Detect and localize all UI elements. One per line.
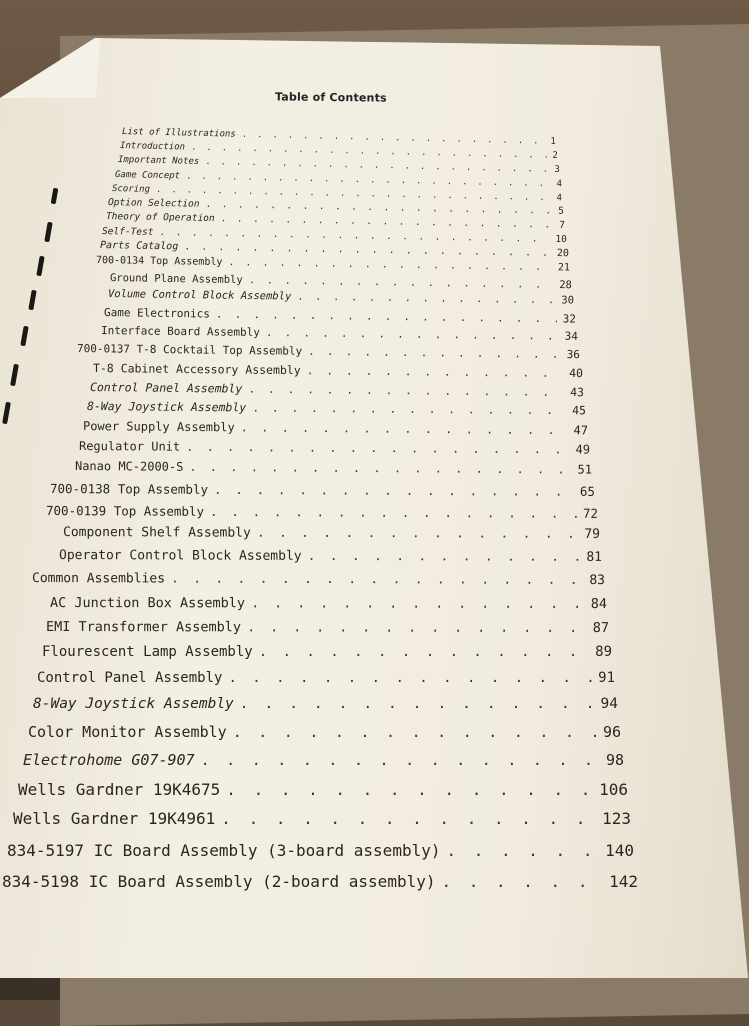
toc-entry [63, 525, 600, 542]
toc-entry [59, 548, 602, 565]
entry-page-number: 106 [599, 780, 628, 799]
entry-page-number: 1 [550, 136, 557, 147]
entry-label: 834-5198 IC Board Assembly (2-board assembly) [2, 872, 436, 891]
toc-entry [2, 872, 638, 891]
toc-entry [50, 481, 595, 499]
toc-entry [7, 841, 634, 860]
entry-label: Power Supply Assembly [82, 419, 235, 435]
toc-entry [28, 723, 621, 741]
leader-dots [214, 482, 574, 499]
entry-label: AC Junction Box Assembly [49, 595, 246, 612]
entry-label: Interface Board Assembly [100, 324, 261, 339]
entry-label: List of Illustrations [121, 127, 236, 140]
leader-dots [257, 526, 579, 542]
entry-label: Regulator Unit [78, 439, 181, 454]
toc-entry [33, 696, 618, 712]
entry-label: Operator Control Block Assembly [58, 548, 302, 564]
leader-dots [446, 841, 599, 860]
entry-page-number: 30 [561, 294, 575, 307]
leader-dots [308, 549, 581, 565]
entry-page-number: 79 [584, 526, 601, 542]
entry-label: 700-0138 Top Assembly [49, 481, 209, 497]
entry-label: Nanao MC-2000-S [74, 459, 184, 474]
entry-label: Ground Plane Assembly [109, 272, 243, 287]
entry-label: Introduction [119, 141, 186, 153]
entry-label: EMI Transformer Assembly [45, 619, 242, 636]
entry-page-number: 10 [555, 233, 568, 246]
leader-dots [189, 460, 571, 477]
entry-page-number: 87 [592, 619, 610, 636]
entry-label: 700-0137 T-8 Cocktail Top Assembly [76, 342, 303, 358]
entry-label: Volume Control Block Assembly [107, 288, 292, 303]
leader-dots [228, 670, 592, 686]
entry-label: T-8 Cabinet Accessory Assembly [92, 361, 301, 378]
entry-label: 700-0139 Top Assembly [45, 503, 205, 519]
entry-page-number: 32 [562, 312, 577, 326]
entry-page-number: 51 [577, 462, 593, 477]
leader-dots [201, 751, 600, 769]
entry-label: Color Monitor Assembly [28, 723, 227, 741]
leader-dots [171, 571, 583, 587]
entry-label: 834-5197 IC Board Assembly (3-board assembly) [7, 841, 441, 860]
leader-dots [241, 420, 568, 437]
entry-page-number: 45 [572, 403, 587, 418]
entry-page-number: 96 [602, 723, 621, 741]
leader-dots [251, 595, 585, 612]
entry-page-number: 140 [605, 841, 634, 860]
leader-dots [247, 619, 587, 636]
leader-dots [441, 872, 603, 891]
toc-entry [37, 670, 615, 686]
entry-page-number: 72 [582, 505, 599, 521]
entry-page-number: 123 [602, 809, 631, 828]
leader-dots [240, 696, 595, 712]
entry-page-number: 142 [609, 872, 638, 891]
entry-page-number: 20 [556, 247, 570, 260]
entry-label: Control Panel Assembly [89, 380, 243, 396]
leader-dots [221, 809, 596, 828]
entry-label: Flourescent Lamp Assembly [42, 644, 253, 660]
entry-page-number: 49 [575, 442, 591, 457]
entry-page-number: 21 [557, 262, 571, 274]
entry-label: Scoring [111, 184, 151, 195]
entry-label: 8-Way Joystick Assembly [33, 696, 234, 712]
toc-entry [23, 751, 624, 769]
entry-label: Game Concept [114, 170, 181, 182]
leader-dots [252, 400, 566, 417]
entry-page-number: 4 [556, 179, 563, 190]
entry-label: Control Panel Assembly [37, 670, 223, 686]
entry-label: Component Shelf Assembly [62, 525, 251, 541]
entry-label: Self-Test [101, 226, 154, 238]
entry-page-number: 2 [552, 150, 559, 161]
entry-page-number: 40 [569, 365, 584, 381]
entry-label: Important Notes [117, 155, 200, 167]
entry-page-number: 43 [570, 385, 585, 400]
entry-label: 8-Way Joystick Assembly [86, 399, 247, 415]
entry-label: Option Selection [107, 197, 200, 210]
entry-page-number: 7 [559, 219, 566, 231]
toc-entry [46, 503, 598, 521]
entry-page-number: 4 [556, 193, 563, 204]
entry-page-number: 47 [573, 423, 589, 438]
entry-label: Game Electronics [103, 306, 211, 321]
entry-label: Common Assemblies [31, 571, 166, 587]
leader-dots [259, 644, 589, 660]
leader-dots [233, 723, 597, 741]
entry-label: Parts Catalog [99, 240, 179, 253]
entry-page-number: 94 [600, 696, 618, 712]
entry-label: Theory of Operation [105, 211, 215, 225]
entry-label: Wells Gardner 19K4675 [18, 780, 221, 799]
toc-entry [18, 780, 628, 799]
entry-page-number: 36 [566, 347, 581, 362]
toc-entry [13, 809, 631, 828]
entry-page-number: 81 [586, 549, 603, 565]
entry-page-number: 28 [559, 279, 573, 292]
leader-dots [210, 504, 577, 521]
toc-entry [42, 644, 612, 660]
entry-page-number: 84 [590, 595, 608, 612]
page-title: Table of Contents [274, 90, 387, 105]
toc-entry [32, 571, 605, 588]
entry-label: 700-0134 Top Assembly [95, 255, 223, 268]
entry-label: Electrohome G07-907 [23, 751, 195, 769]
entry-label: Wells Gardner 19K4961 [13, 809, 216, 828]
toc-entry [46, 619, 609, 636]
entry-page-number: 34 [564, 329, 579, 343]
leader-dots [226, 780, 593, 799]
entry-page-number: 65 [579, 483, 596, 499]
leader-dots [186, 440, 569, 457]
entry-page-number: 5 [558, 205, 565, 217]
entry-page-number: 91 [598, 670, 615, 686]
entry-page-number: 3 [554, 164, 560, 176]
toc-entry [50, 595, 607, 612]
entry-page-number: 98 [605, 751, 624, 769]
leader-dots [307, 363, 564, 380]
entry-page-number: 83 [589, 572, 606, 589]
entry-page-number: 89 [595, 644, 612, 660]
